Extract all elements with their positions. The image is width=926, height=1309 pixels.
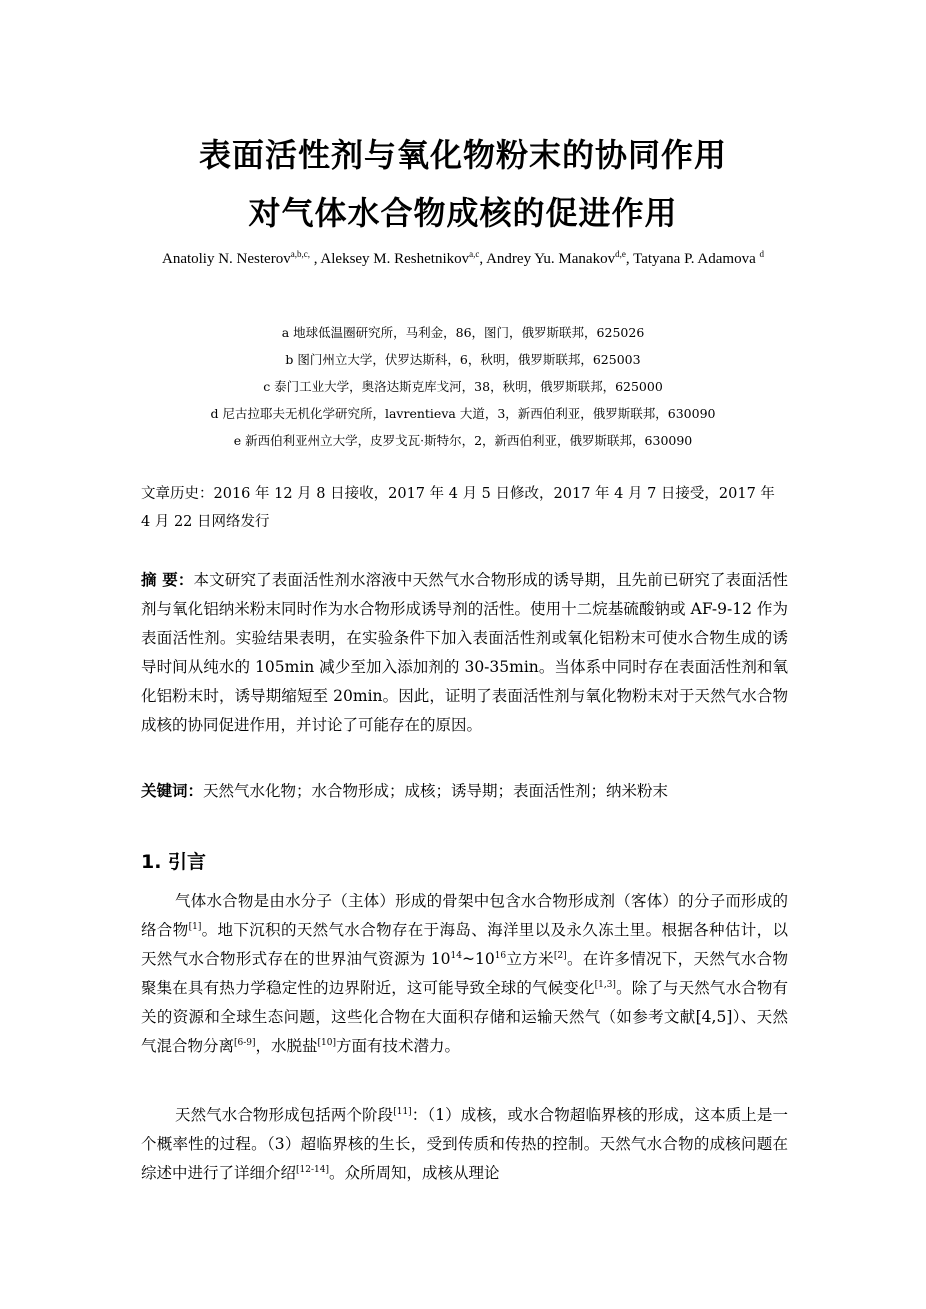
paragraph-text: 。众所周知，成核从理论	[328, 1164, 500, 1182]
author-affiliation-marker: a,b,c,	[290, 249, 310, 259]
author-name: Andrey Yu. Manakov	[486, 251, 616, 267]
section-heading: 1. 引言	[141, 851, 207, 873]
author-name: Anatoliy N. Nesterov	[161, 251, 291, 267]
paragraph-text: 。地下沉积的天然气水合物存在于海岛、海洋里以及永久冻土里。根据各种估计，以天然气水合物形式存在的世界油气资源为 10	[141, 921, 788, 968]
author-name: Tatyana P. Adamova	[633, 251, 756, 267]
paragraph-text: 气体水合物是由水分子（主体）形成的骨架中包含水合物形成剂（客体）的分子而形成的络合物	[141, 892, 788, 939]
paragraph-text: 天然气水合物形成包括两个阶段	[175, 1106, 394, 1124]
citation[interactable]: [10]	[317, 1037, 337, 1048]
body-paragraph	[141, 887, 788, 1061]
body-paragraph	[141, 1101, 788, 1188]
affiliation-b: b 图门州立大学，伏罗达斯科，6，秋明，俄罗斯联邦，625003	[285, 352, 641, 367]
affiliation-d: d 尼古拉耶夫无机化学研究所，lavrentieva 大道，3，新西伯利亚，俄罗斯联邦，630090	[210, 406, 716, 421]
affiliation-e: e 新西伯利亚州立大学，皮罗戈瓦·斯特尔，2，新西伯利亚，俄罗斯联邦，630090	[233, 433, 693, 448]
author-separator: ,	[479, 251, 487, 267]
author-list	[150, 246, 776, 272]
paragraph-text: 方面有技术潜力。	[336, 1037, 461, 1055]
paragraph-text: ：（1）成核，或水合物超临界核的形成，这本质上是一个概率性的过程。（3）超临界核的生长，受到传质和传热的控制。天然气水合物的成核问题在综述中进行了详细介绍	[141, 1106, 788, 1182]
paragraph-text: ，水脱盐	[255, 1037, 318, 1055]
author-affiliation-marker: a,c	[469, 249, 480, 259]
author-separator: ,	[309, 251, 321, 267]
title-line-1: 表面活性剂与氧化物粉末的协同作用	[198, 136, 727, 174]
keywords-text: 天然气水化物；水合物形成；成核；诱导期；表面活性剂；纳米粉末	[203, 782, 669, 800]
author-name: Aleksey M. Reshetnikov	[320, 251, 470, 267]
affiliation-a: a 地球低温圈研究所，马利金，86，图门，俄罗斯联邦，625026	[281, 325, 645, 340]
abstract-label: 摘 要：	[141, 571, 194, 589]
citation[interactable]: [6-9]	[234, 1037, 256, 1048]
citation[interactable]: [1]	[188, 921, 202, 932]
affiliation-c: c 泰门工业大学，奥洛达斯克库戈河，38，秋明，俄罗斯联邦，625000	[263, 379, 663, 394]
paragraph-text: 立方米	[506, 950, 554, 968]
paragraph-text: 。除了与天然气水合物有关的资源和全球生态问题，这些化合物在大面积存储和运输天然气（如参考文献[4,5]）、天然气混合物分离	[141, 979, 788, 1055]
citation[interactable]: [12-14]	[296, 1164, 329, 1175]
author-separator: ,	[625, 251, 634, 267]
keywords	[141, 777, 788, 806]
exponent: 16	[494, 950, 507, 961]
exponent: 14	[450, 950, 462, 961]
abstract-text: 本文研究了表面活性剂水溶液中天然气水合物形成的诱导期，且先前已研究了表面活性剂与氧化铝纳米粉末同时作为水合物形成诱导剂的活性。使用十二烷基硫酸钠或 AF-9-12 作为表面活性剂。实验结果表明，在实验条件下加入表面活性剂或氧化铝粉末可使水合物生成的诱导时间从纯水的 105min 减少至加入添加剂的 30-35min。当体系中同时存在表面活性剂和氧化铝粉末时，诱导期缩短至 20min。因此，证明了表面活性剂与氧化物粉末对于天然气水合物成核的协同促进作用，并讨论了可能存在的原因。	[141, 571, 788, 734]
citation[interactable]: [2]	[553, 950, 567, 961]
title-line-2: 对气体水合物成核的促进作用	[248, 194, 678, 232]
paragraph-text: 。在许多情况下，天然气水合物聚集在具有热力学稳定性的边界附近，这可能导致全球的气候变化	[141, 950, 788, 997]
article-history: 文章历史：2016 年 12 月 8 日接收，2017 年 4 月 5 日修改，2017 年 4 月 7 日接受，2017 年 4 月 22 日网络发行	[141, 486, 775, 530]
author-affiliation-marker: d	[759, 249, 765, 259]
abstract	[141, 566, 788, 740]
citation[interactable]: [11]	[393, 1106, 412, 1117]
paragraph-text: ~10	[461, 950, 495, 968]
keywords-label: 关键词：	[141, 782, 204, 800]
citation[interactable]: [1,3]	[594, 979, 616, 990]
author-affiliation-marker: d,e	[615, 249, 626, 259]
